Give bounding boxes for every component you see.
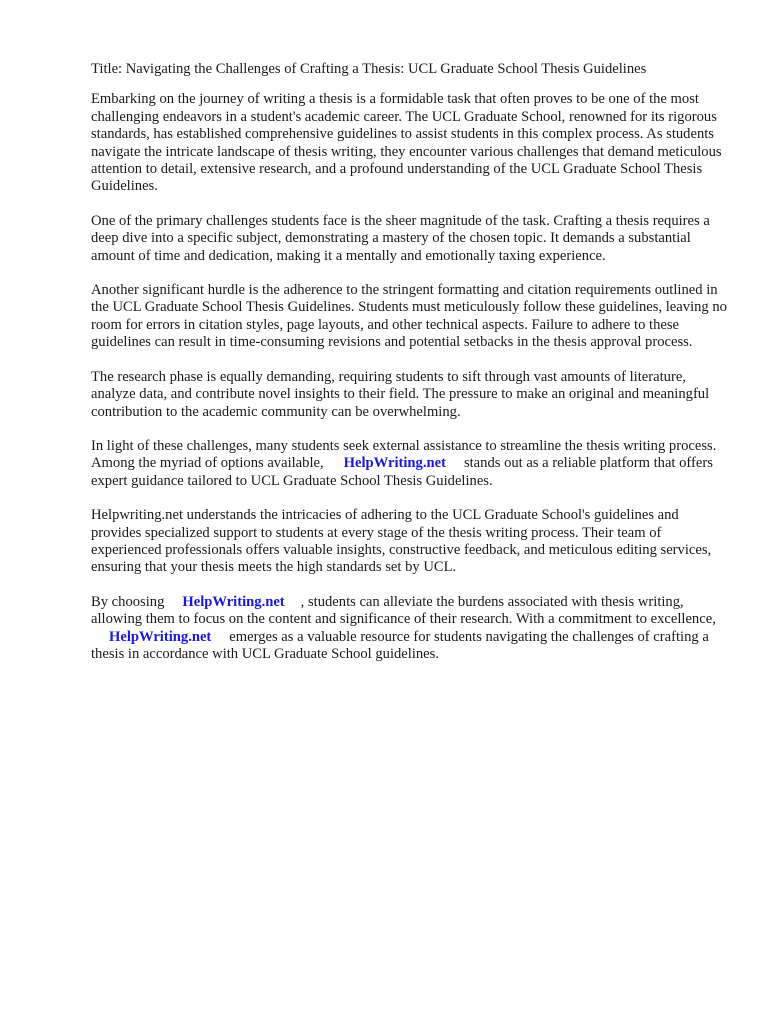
document-title: Title: Navigating the Challenges of Crafting a Thesis: UCL Graduate School Thesis Guidelines	[91, 61, 647, 77]
paragraph-conclusion	[91, 594, 731, 664]
paragraph-magnitude: One of the primary challenges students face is the sheer magnitude of the task. Crafting a thesis requires a deep dive into a specific subject, demonstrating a mastery of the chosen topic. It demands a substantial amount of time and dedication, making it a mentally and emotionally taxing experience.	[91, 212, 710, 264]
paragraph-conclusion-text-before: By choosing	[91, 593, 165, 610]
paragraph-helpwriting: Helpwriting.net understands the intricacies of adhering to the UCL Graduate School's guidelines and provides specialized support to students at every stage of the thesis writing process. Their team of experienced professionals offers valuable insights, constructive feedback, and meticulous editing services, ensuring that your thesis meets the high standards set by UCL.	[91, 507, 712, 576]
paragraph-research: The research phase is equally demanding, requiring students to sift through vast amounts of literature, analyze data, and contribute novel insights to their field. The pressure to make an original and meaningful contribution to the academic community can be overwhelming.	[91, 368, 710, 420]
paragraph-assistance	[91, 438, 731, 490]
paragraph-intro: Embarking on the journey of writing a thesis is a formidable task that often proves to be one of the most challenging endeavors in a student's academic career. The UCL Graduate School, renowned for its rigorous standards, has established comprehensive guidelines to assist students in this complex process. As students navigate the intricate landscape of thesis writing, they encounter various challenges that demand meticulous attention to detail, extensive research, and a profound understanding of the UCL Graduate School Thesis Guidelines.	[91, 91, 722, 195]
paragraph-formatting: Another significant hurdle is the adherence to the stringent formatting and citation requirements outlined in the UCL Graduate School Thesis Guidelines. Students must meticulously follow these guidelines, leaving no room for errors in citation styles, page layouts, and other technical aspects. Failure to adhere to these guidelines can result in time-consuming revisions and potential setbacks in the thesis approval process.	[91, 282, 727, 351]
document-body	[91, 61, 731, 680]
helpwriting-link[interactable]: HelpWriting.net	[182, 593, 285, 610]
helpwriting-link[interactable]: HelpWriting.net	[343, 455, 446, 472]
paragraph-conclusion-text-middle: , students can alleviate the burdens associated with thesis writing, allowing them to focus on the content and significance of their research. With a commitment to excellence,	[91, 593, 716, 628]
helpwriting-link[interactable]: HelpWriting.net	[109, 628, 212, 645]
paragraph-assistance-text-after: stands out as a reliable platform that offers expert guidance tailored to UCL Graduate School Thesis Guidelines.	[91, 455, 713, 489]
paragraph-assistance-text-before: In light of these challenges, many students seek external assistance to streamline the thesis writing process. Among the myriad of options available,	[91, 437, 717, 472]
paragraph-conclusion-text-after: emerges as a valuable resource for students navigating the challenges of crafting a thesis in accordance with UCL Graduate School guidelines.	[91, 628, 709, 662]
